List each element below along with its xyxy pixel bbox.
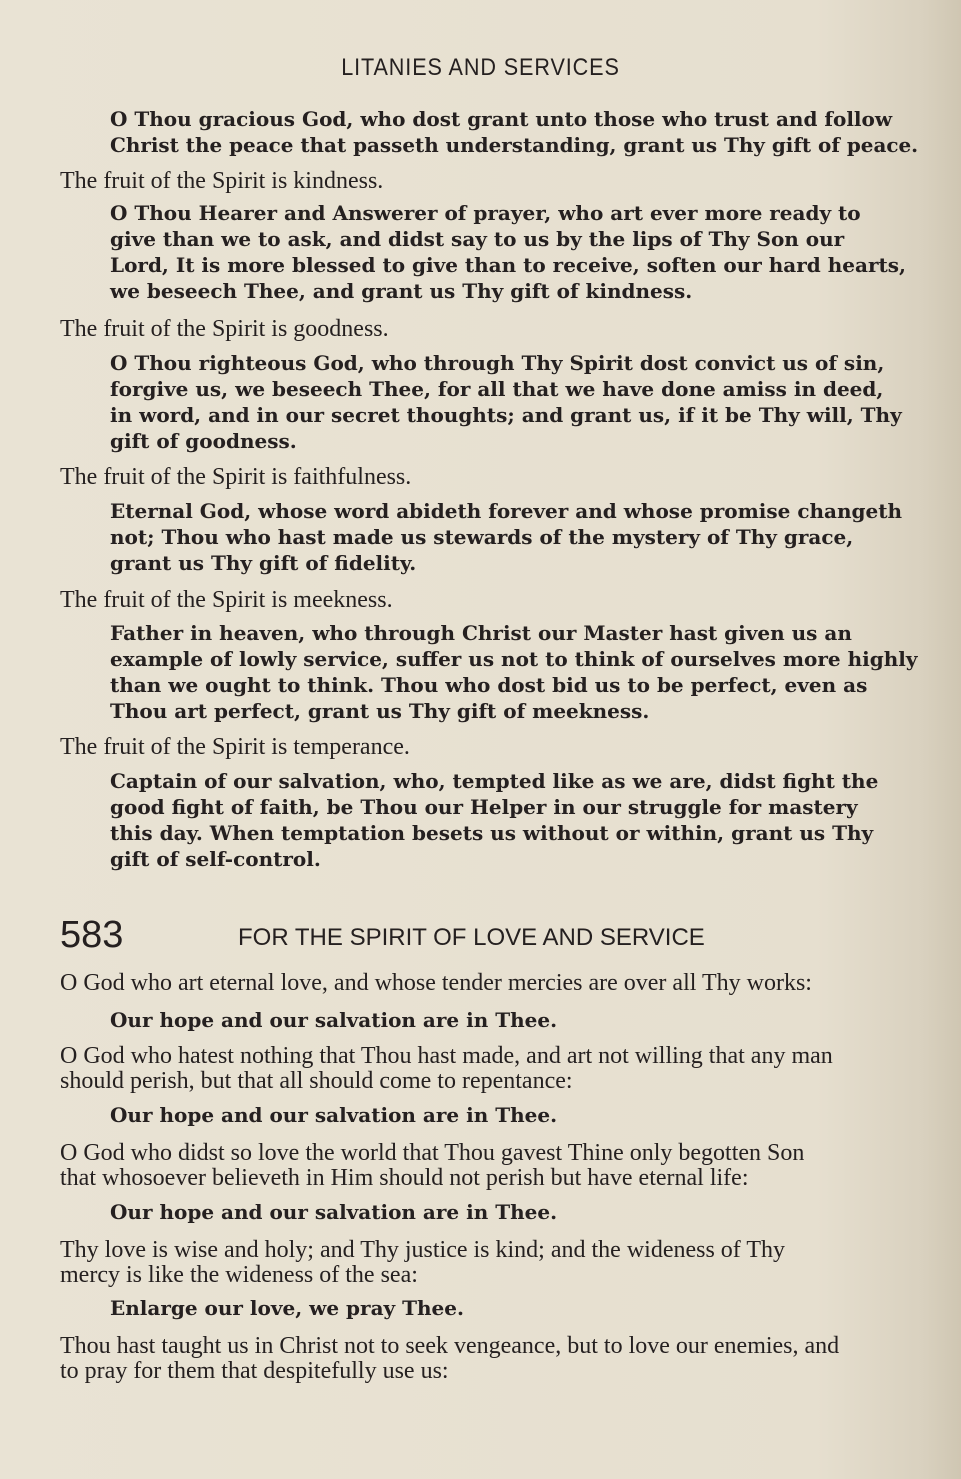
prayer-line: O Thou Hearer and Answerer of prayer, who art ever more ready to — [110, 201, 861, 225]
litany-intro: The fruit of the Spirit is meekness. — [60, 587, 393, 613]
response-line: Our hope and our salvation are in Thee. — [110, 1103, 558, 1127]
versicle-line: O God who hatest nothing that Thou hast made, and art not willing that any man — [60, 1043, 833, 1069]
litany-intro: The fruit of the Spirit is faithfulness. — [60, 464, 412, 490]
prayer-line: not; Thou who hast made us stewards of the mystery of Thy grace, — [110, 525, 854, 549]
litany-intro: The fruit of the Spirit is temperance. — [60, 734, 410, 760]
prayer-line: Father in heaven, who through Christ our Master hast given us an — [110, 621, 852, 645]
versicle-line: Thou hast taught us in Christ not to seek vengeance, but to love our enemies, and — [60, 1333, 840, 1359]
prayer-line: than we ought to think. Thou who dost bid us to be perfect, even as — [110, 673, 868, 697]
section-title: FOR THE SPIRIT OF LOVE AND SERVICE — [238, 924, 705, 951]
prayer-line: forgive us, we beseech Thee, for all that we have done amiss in deed, — [110, 377, 884, 401]
versicle-line: should perish, but that all should come to repentance: — [60, 1068, 573, 1094]
prayer-line: O Thou righteous God, who through Thy Spirit dost convict us of sin, — [110, 351, 885, 375]
prayer-line: Thou art perfect, grant us Thy gift of meekness. — [110, 699, 650, 723]
prayer-line: good fight of faith, be Thou our Helper in our struggle for mastery — [110, 795, 858, 819]
response-line: Our hope and our salvation are in Thee. — [110, 1008, 558, 1032]
response-line: Enlarge our love, we pray Thee. — [110, 1296, 464, 1320]
prayer-line: in word, and in our secret thoughts; and grant us, if it be Thy will, Thy — [110, 403, 902, 427]
versicle-line: that whosoever believeth in Him should not perish but have eternal life: — [60, 1165, 749, 1191]
prayer-line: Captain of our salvation, who, tempted like as we are, didst fight the — [110, 769, 879, 793]
prayer-line: grant us Thy gift of fidelity. — [110, 551, 417, 575]
response-line: Our hope and our salvation are in Thee. — [110, 1200, 558, 1224]
versicle-line: mercy is like the wideness of the sea: — [60, 1262, 418, 1288]
prayer-line: this day. When temptation besets us without or within, grant us Thy — [110, 821, 874, 845]
prayer-line: Lord, It is more blessed to give than to receive, soften our hard hearts, — [110, 253, 906, 277]
prayer-line: O Thou gracious God, who dost grant unto those who trust and follow — [110, 107, 893, 131]
versicle-line: Thy love is wise and holy; and Thy justice is kind; and the wideness of Thy — [60, 1237, 786, 1263]
litany-intro: The fruit of the Spirit is goodness. — [60, 316, 389, 342]
prayer-line: Eternal God, whose word abideth forever and whose promise changeth — [110, 499, 903, 523]
section-number: 583 — [60, 914, 124, 956]
versicle-line: to pray for them that despitefully use us: — [60, 1358, 449, 1384]
page-header: LITANIES AND SERVICES — [341, 54, 620, 81]
prayer-line: gift of self-control. — [110, 847, 321, 871]
prayer-line: give than we to ask, and didst say to us by the lips of Thy Son our — [110, 227, 845, 251]
prayer-line: gift of goodness. — [110, 429, 297, 453]
versicle-line: O God who didst so love the world that Thou gavest Thine only begotten Son — [60, 1140, 805, 1166]
prayer-line: example of lowly service, suffer us not to think of ourselves more highly — [110, 647, 918, 671]
litany-intro: The fruit of the Spirit is kindness. — [60, 168, 384, 194]
prayer-line: we beseech Thee, and grant us Thy gift of kindness. — [110, 279, 693, 303]
versicle-line: O God who art eternal love, and whose tender mercies are over all Thy works: — [60, 970, 812, 996]
prayer-line: Christ the peace that passeth understanding, grant us Thy gift of peace. — [110, 133, 919, 157]
